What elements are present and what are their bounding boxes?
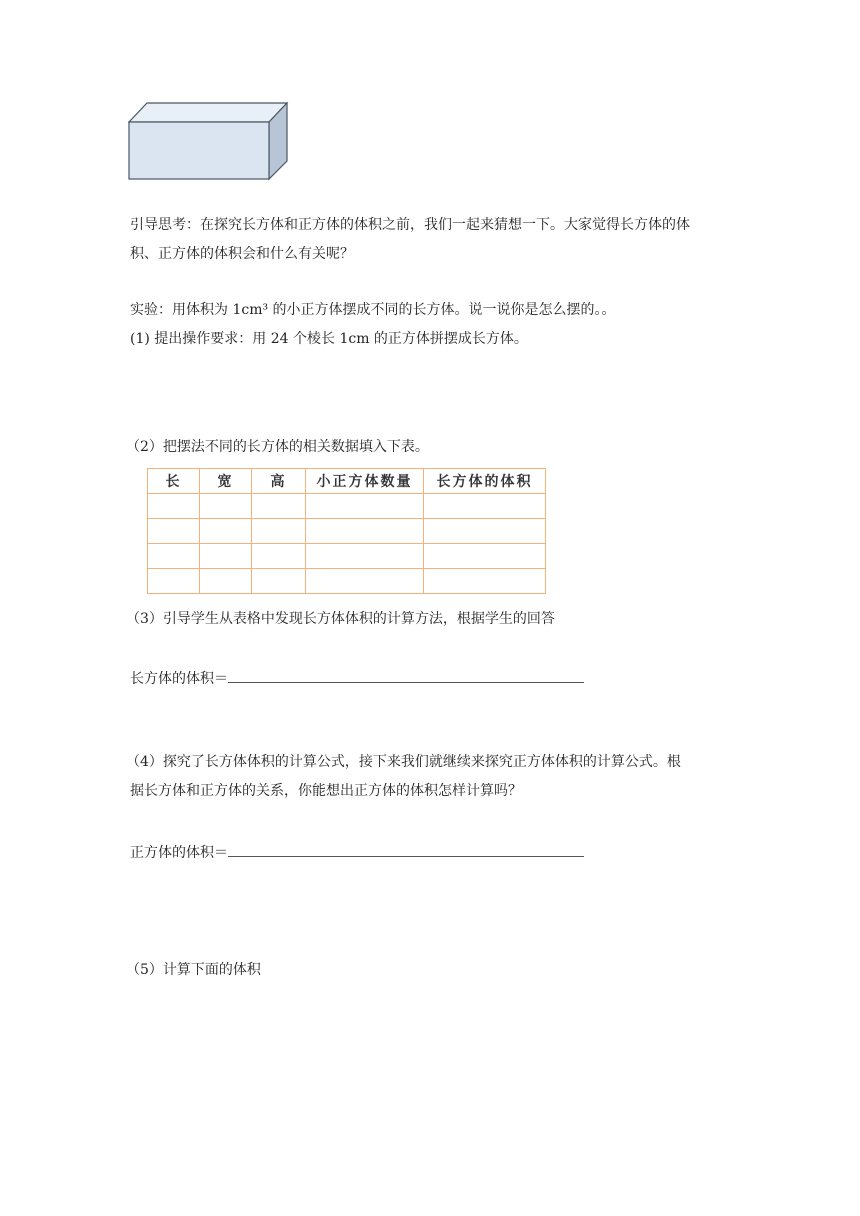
step-3-text: （3）引导学生从表格中发现长方体体积的计算方法，根据学生的回答	[126, 611, 555, 627]
header-length: 长	[148, 469, 200, 494]
cuboid-figure	[128, 102, 290, 182]
step-1-text: (1) 提出操作要求：用 24 个棱长 1cm 的正方体拼摆成长方体。	[130, 331, 528, 347]
cuboid-volume-label: 长方体的体积＝	[130, 671, 228, 687]
data-table	[147, 468, 546, 594]
header-width: 宽	[200, 469, 252, 494]
cube-volume-formula	[130, 842, 584, 863]
table-row	[148, 519, 546, 544]
table-cell[interactable]	[306, 519, 424, 544]
table-cell[interactable]	[424, 544, 546, 569]
header-cube-count: 小正方体数量	[306, 469, 424, 494]
table-cell[interactable]	[148, 519, 200, 544]
experiment-text: 实验：用体积为 1cm³ 的小正方体摆成不同的长方体。说一说你是怎么摆的。。	[130, 302, 616, 318]
table-row	[148, 569, 546, 594]
table-row	[148, 494, 546, 519]
cube-volume-blank[interactable]	[228, 842, 584, 857]
table-cell[interactable]	[200, 569, 252, 594]
table-cell[interactable]	[148, 569, 200, 594]
cuboid-volume-blank[interactable]	[228, 668, 584, 683]
table-cell[interactable]	[148, 544, 200, 569]
table-cell[interactable]	[252, 519, 306, 544]
intro-line-2: 积、正方体的体积会和什么有关呢？	[130, 246, 354, 262]
cube-volume-label: 正方体的体积＝	[130, 845, 228, 861]
table-header-row	[148, 469, 546, 494]
table-cell[interactable]	[306, 494, 424, 519]
cuboid-front-face	[129, 122, 269, 179]
intro-line-1: 引导思考：在探究长方体和正方体的体积之前，我们一起来猜想一下。大家觉得长方体的体	[130, 217, 690, 233]
table-cell[interactable]	[148, 494, 200, 519]
cuboid-top-face	[129, 103, 287, 122]
cuboid-volume-formula	[130, 668, 584, 689]
step-4-line-2: 据长方体和正方体的关系，你能想出正方体的体积怎样计算吗？	[130, 783, 522, 799]
table-cell[interactable]	[306, 544, 424, 569]
table-cell[interactable]	[424, 494, 546, 519]
table-cell[interactable]	[306, 569, 424, 594]
header-height: 高	[252, 469, 306, 494]
table-cell[interactable]	[200, 544, 252, 569]
table-cell[interactable]	[200, 494, 252, 519]
step-5-text: （5）计算下面的体积	[126, 962, 261, 978]
table-cell[interactable]	[424, 569, 546, 594]
header-volume: 长方体的体积	[424, 469, 546, 494]
table-row	[148, 544, 546, 569]
table-cell[interactable]	[252, 569, 306, 594]
table-cell[interactable]	[252, 494, 306, 519]
step-4-line-1: （4）探究了长方体体积的计算公式，接下来我们就继续来探究正方体体积的计算公式。根	[126, 754, 681, 770]
step-2-text: （2）把摆法不同的长方体的相关数据填入下表。	[126, 439, 429, 455]
table-cell[interactable]	[424, 519, 546, 544]
table-cell[interactable]	[252, 544, 306, 569]
table-cell[interactable]	[200, 519, 252, 544]
